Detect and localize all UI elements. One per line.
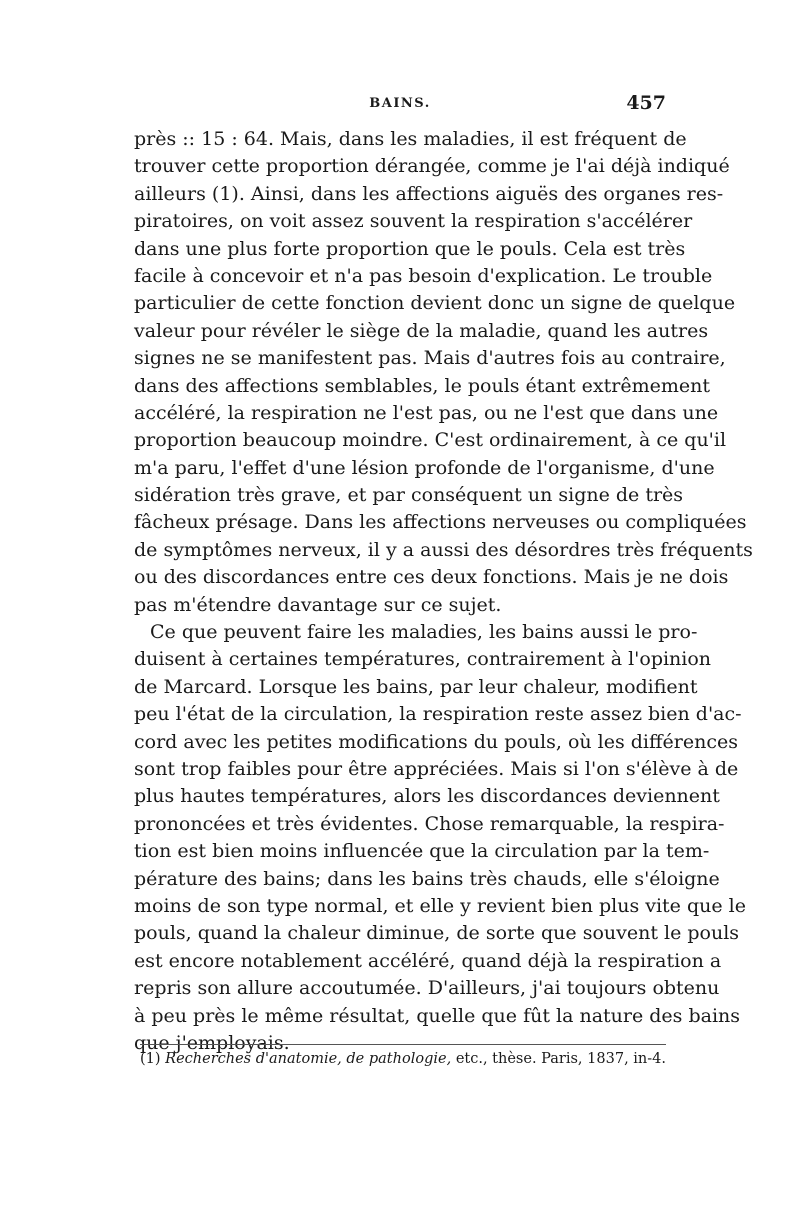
text-line: repris son allure accoutumée. D'ailleurs, j'ai toujours obtenu xyxy=(134,977,720,1000)
text-line: ou des discordances entre ces deux fonctions. Mais je ne dois xyxy=(134,566,729,589)
text-line: accéléré, la respiration ne l'est pas, ou ne l'est que dans une xyxy=(134,401,719,424)
text-line: dans une plus forte proportion que le pouls. Cela est très xyxy=(134,237,686,260)
footnote xyxy=(140,1044,666,1071)
text-line: à peu près le même résultat, quelle que fût la nature des bains xyxy=(134,1004,741,1027)
running-title: BAINS. xyxy=(369,96,431,111)
text-line: duisent à certaines températures, contrairement à l'opinion xyxy=(134,648,712,671)
page-number: 457 xyxy=(626,92,666,114)
text-line: particulier de cette fonction devient donc un signe de quelque xyxy=(134,292,736,315)
text-line: sont trop faibles pour être appréciées. Mais si l'on s'élève à de xyxy=(134,757,739,780)
footnote-work-title: Recherches d'anatomie, de pathologie, xyxy=(165,1051,452,1067)
text-line: facile à concevoir et n'a pas besoin d'explication. Le trouble xyxy=(134,264,713,287)
paragraph-end-line: que j'employais. xyxy=(134,1031,290,1054)
text-line: de Marcard. Lorsque les bains, par leur chaleur, modifient xyxy=(134,675,698,698)
text-line: fâcheux présage. Dans les affections nerveuses ou compliquées xyxy=(134,511,747,534)
text-line: tion est bien moins influencée que la circulation par la tem- xyxy=(134,840,710,863)
footnote-details: etc., thèse. Paris, 1837, in-4. xyxy=(455,1051,667,1067)
text-line: plus hautes températures, alors les discordances deviennent xyxy=(134,785,720,808)
text-line: prononcées et très évidentes. Chose remarquable, la respira- xyxy=(134,812,725,835)
text-line: cord avec les petites modifications du pouls, où les différences xyxy=(134,730,738,753)
footnote-marker: (1) xyxy=(140,1051,161,1067)
text-line: pouls, quand la chaleur diminue, de sorte que souvent le pouls xyxy=(134,922,740,945)
text-line: valeur pour révéler le siège de la maladie, quand les autres xyxy=(134,319,709,342)
text-line: sidération très grave, et par conséquent un signe de très xyxy=(134,484,684,507)
text-line: dans des affections semblables, le pouls étant extrêmement xyxy=(134,374,710,397)
paragraph-start-line: Ce que peuvent faire les maladies, les bains aussi le pro- xyxy=(150,621,698,644)
paragraph-end-line: pas m'étendre davantage sur ce sujet. xyxy=(134,593,502,616)
text-line: de symptômes nerveux, il y a aussi des désordres très fréquents xyxy=(134,538,753,561)
text-line: ailleurs (1). Ainsi, dans les affections aiguës des organes res- xyxy=(134,182,724,205)
text-line: piratoires, on voit assez souvent la respiration s'accélérer xyxy=(134,210,693,233)
body-text xyxy=(134,126,753,1057)
running-head xyxy=(134,92,666,120)
text-line: proportion beaucoup moindre. C'est ordinairement, à ce qu'il xyxy=(134,429,727,452)
text-line: près :: 15 : 64. Mais, dans les maladies, il est fréquent de xyxy=(134,128,687,150)
text-line: signes ne se manifestent pas. Mais d'autres fois au contraire, xyxy=(134,347,726,370)
text-line: trouver cette proportion dérangée, comme je l'ai déjà indiqué xyxy=(134,155,730,178)
text-line: peu l'état de la circulation, la respiration reste assez bien d'ac- xyxy=(134,703,742,726)
text-line: moins de son type normal, et elle y revient bien plus vite que le xyxy=(134,894,746,917)
text-line: est encore notablement accéléré, quand déjà la respiration a xyxy=(134,949,722,972)
text-line: pérature des bains; dans les bains très chauds, elle s'éloigne xyxy=(134,867,720,890)
text-line: m'a paru, l'effet d'une lésion profonde de l'organisme, d'une xyxy=(134,456,715,479)
